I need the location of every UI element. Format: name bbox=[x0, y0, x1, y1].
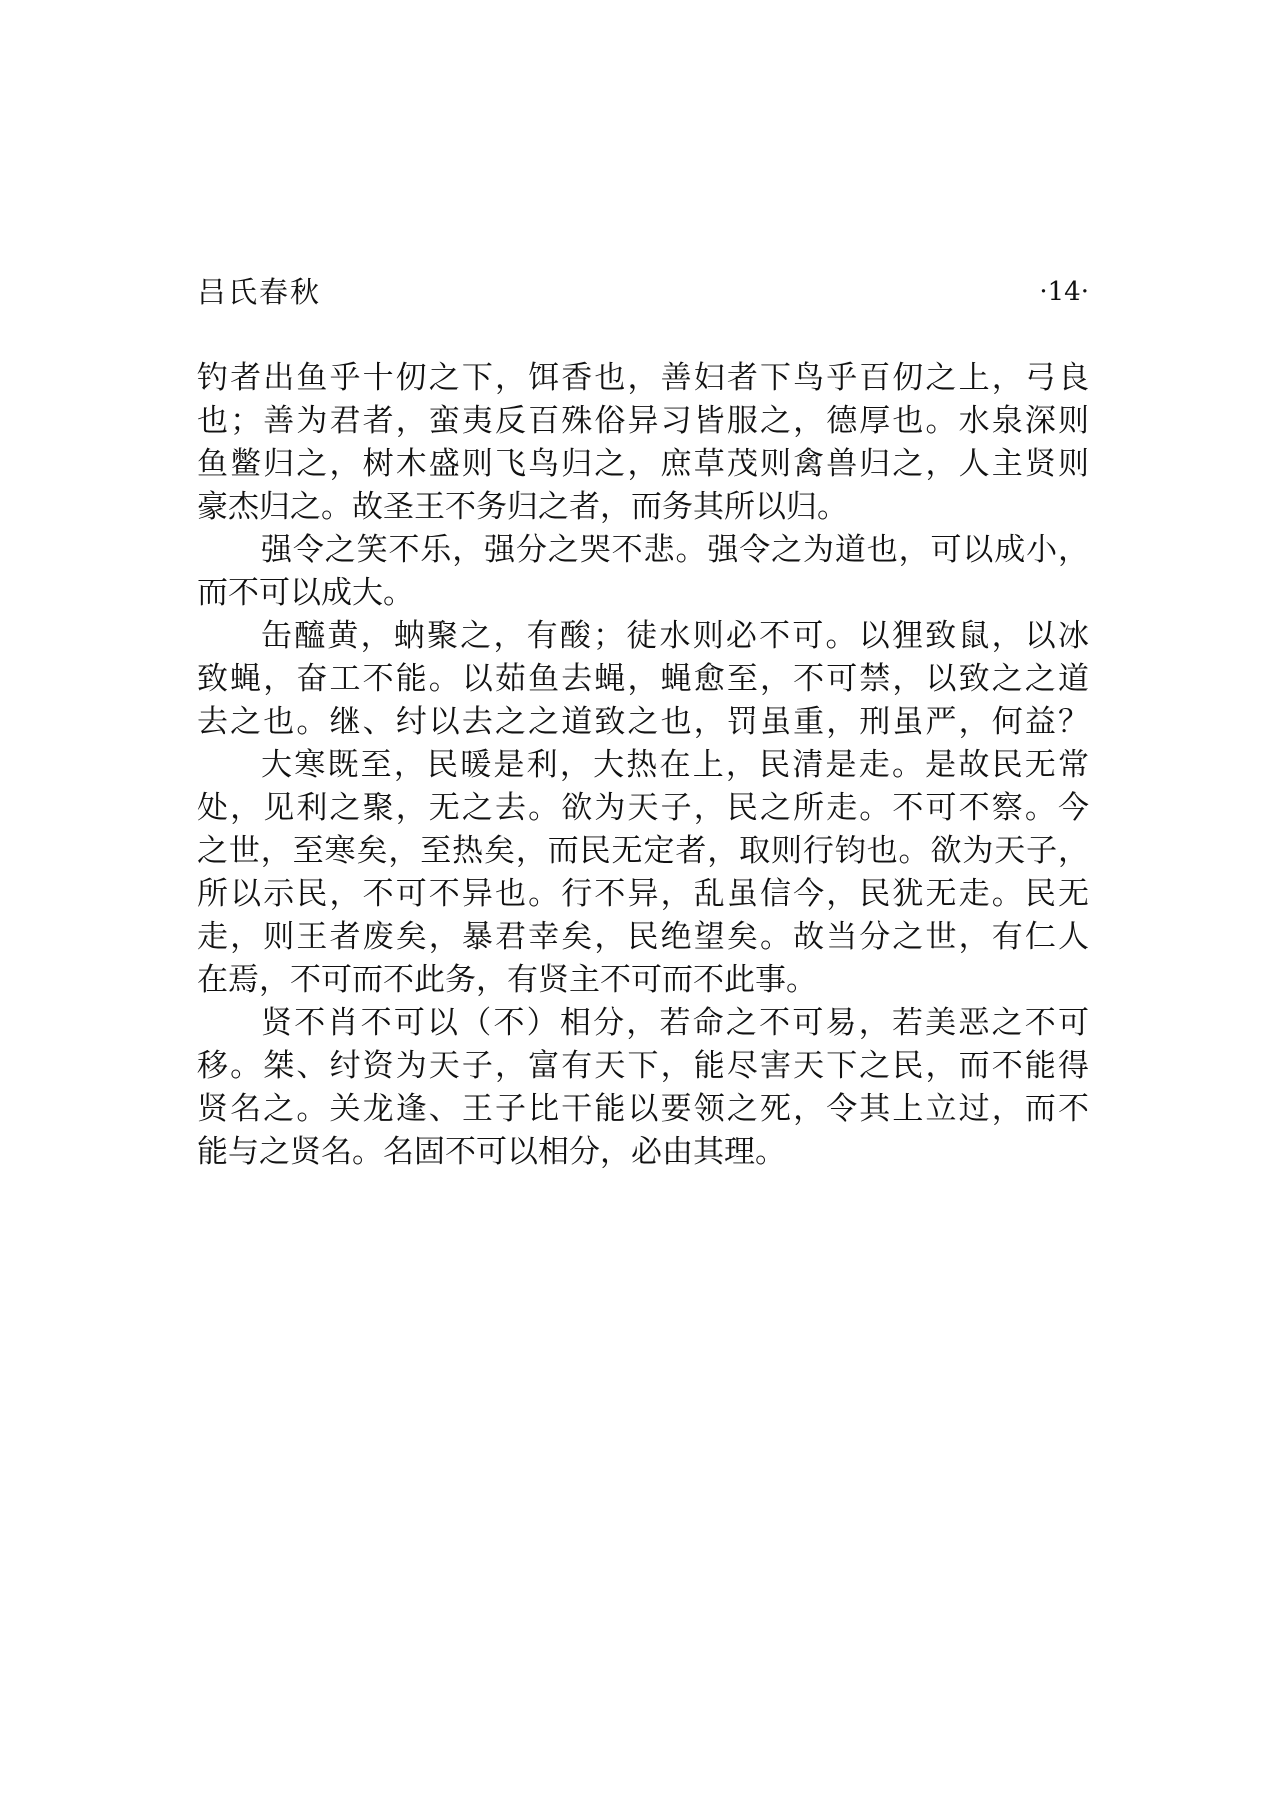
text-line: 鱼鳖归之，树木盛则飞鸟归之，庶草茂则禽兽归之，人主贤则 bbox=[197, 446, 1089, 482]
paragraph-4 bbox=[197, 744, 1089, 1002]
text-line: 能与之贤名。名固不可以相分，必由其理。 bbox=[197, 1134, 786, 1170]
paragraph-2 bbox=[197, 529, 1089, 615]
paragraph-1 bbox=[197, 357, 1089, 529]
page-header bbox=[197, 270, 1089, 314]
text-line: 豪杰归之。故圣王不务归之者，而务其所以归。 bbox=[197, 489, 848, 525]
text-line: 去之也。继、纣以去之之道致之也，罚虽重，刑虽严，何益？ bbox=[197, 704, 1089, 740]
text-line: 移。桀、纣资为天子，富有天下，能尽害天下之民，而不能得 bbox=[197, 1048, 1089, 1084]
paragraph-3 bbox=[197, 615, 1089, 744]
text-line: 缶醯黄，蚋聚之，有酸；徒水则必不可。以狸致鼠，以冰 bbox=[261, 618, 1089, 654]
text-line: 致蝇，奋工不能。以茹鱼去蝇，蝇愈至，不可禁，以致之之道 bbox=[197, 661, 1089, 697]
text-line: 所以示民，不可不异也。行不异，乱虽信今，民犹无走。民无 bbox=[197, 876, 1089, 912]
text-line: 贤不肖不可以（不）相分，若命之不可易，若美恶之不可 bbox=[261, 1005, 1089, 1041]
text-line: 钓者出鱼乎十仞之下，饵香也，善妇者下鸟乎百仞之上，弓良 bbox=[197, 360, 1089, 396]
text-line: 也；善为君者，蛮夷反百殊俗异习皆服之，德厚也。水泉深则 bbox=[197, 403, 1089, 439]
text-line: 在焉，不可而不此务，有贤主不可而不此事。 bbox=[197, 962, 817, 998]
text-line: 而不可以成大。 bbox=[197, 575, 414, 611]
text-line: 走，则王者废矣，暴君幸矣，民绝望矣。故当分之世，有仁人 bbox=[197, 919, 1089, 955]
text-line: 强令之笑不乐，强分之哭不悲。强令之为道也，可以成小， bbox=[261, 532, 1089, 568]
body-text bbox=[197, 357, 1089, 1174]
text-line: 之世，至寒矣，至热矣，而民无定者，取则行钧也。欲为天子， bbox=[197, 833, 1089, 869]
page-number: ·14· bbox=[1039, 277, 1089, 307]
text-line: 大寒既至，民暖是利，大热在上，民清是走。是故民无常 bbox=[261, 747, 1089, 783]
text-line: 贤名之。关龙逢、王子比干能以要领之死，令其上立过，而不 bbox=[197, 1091, 1089, 1127]
text-line: 处，见利之聚，无之去。欲为天子，民之所走。不可不察。今 bbox=[197, 790, 1089, 826]
paragraph-5 bbox=[197, 1002, 1089, 1174]
book-title: 吕氏春秋 bbox=[197, 275, 322, 309]
